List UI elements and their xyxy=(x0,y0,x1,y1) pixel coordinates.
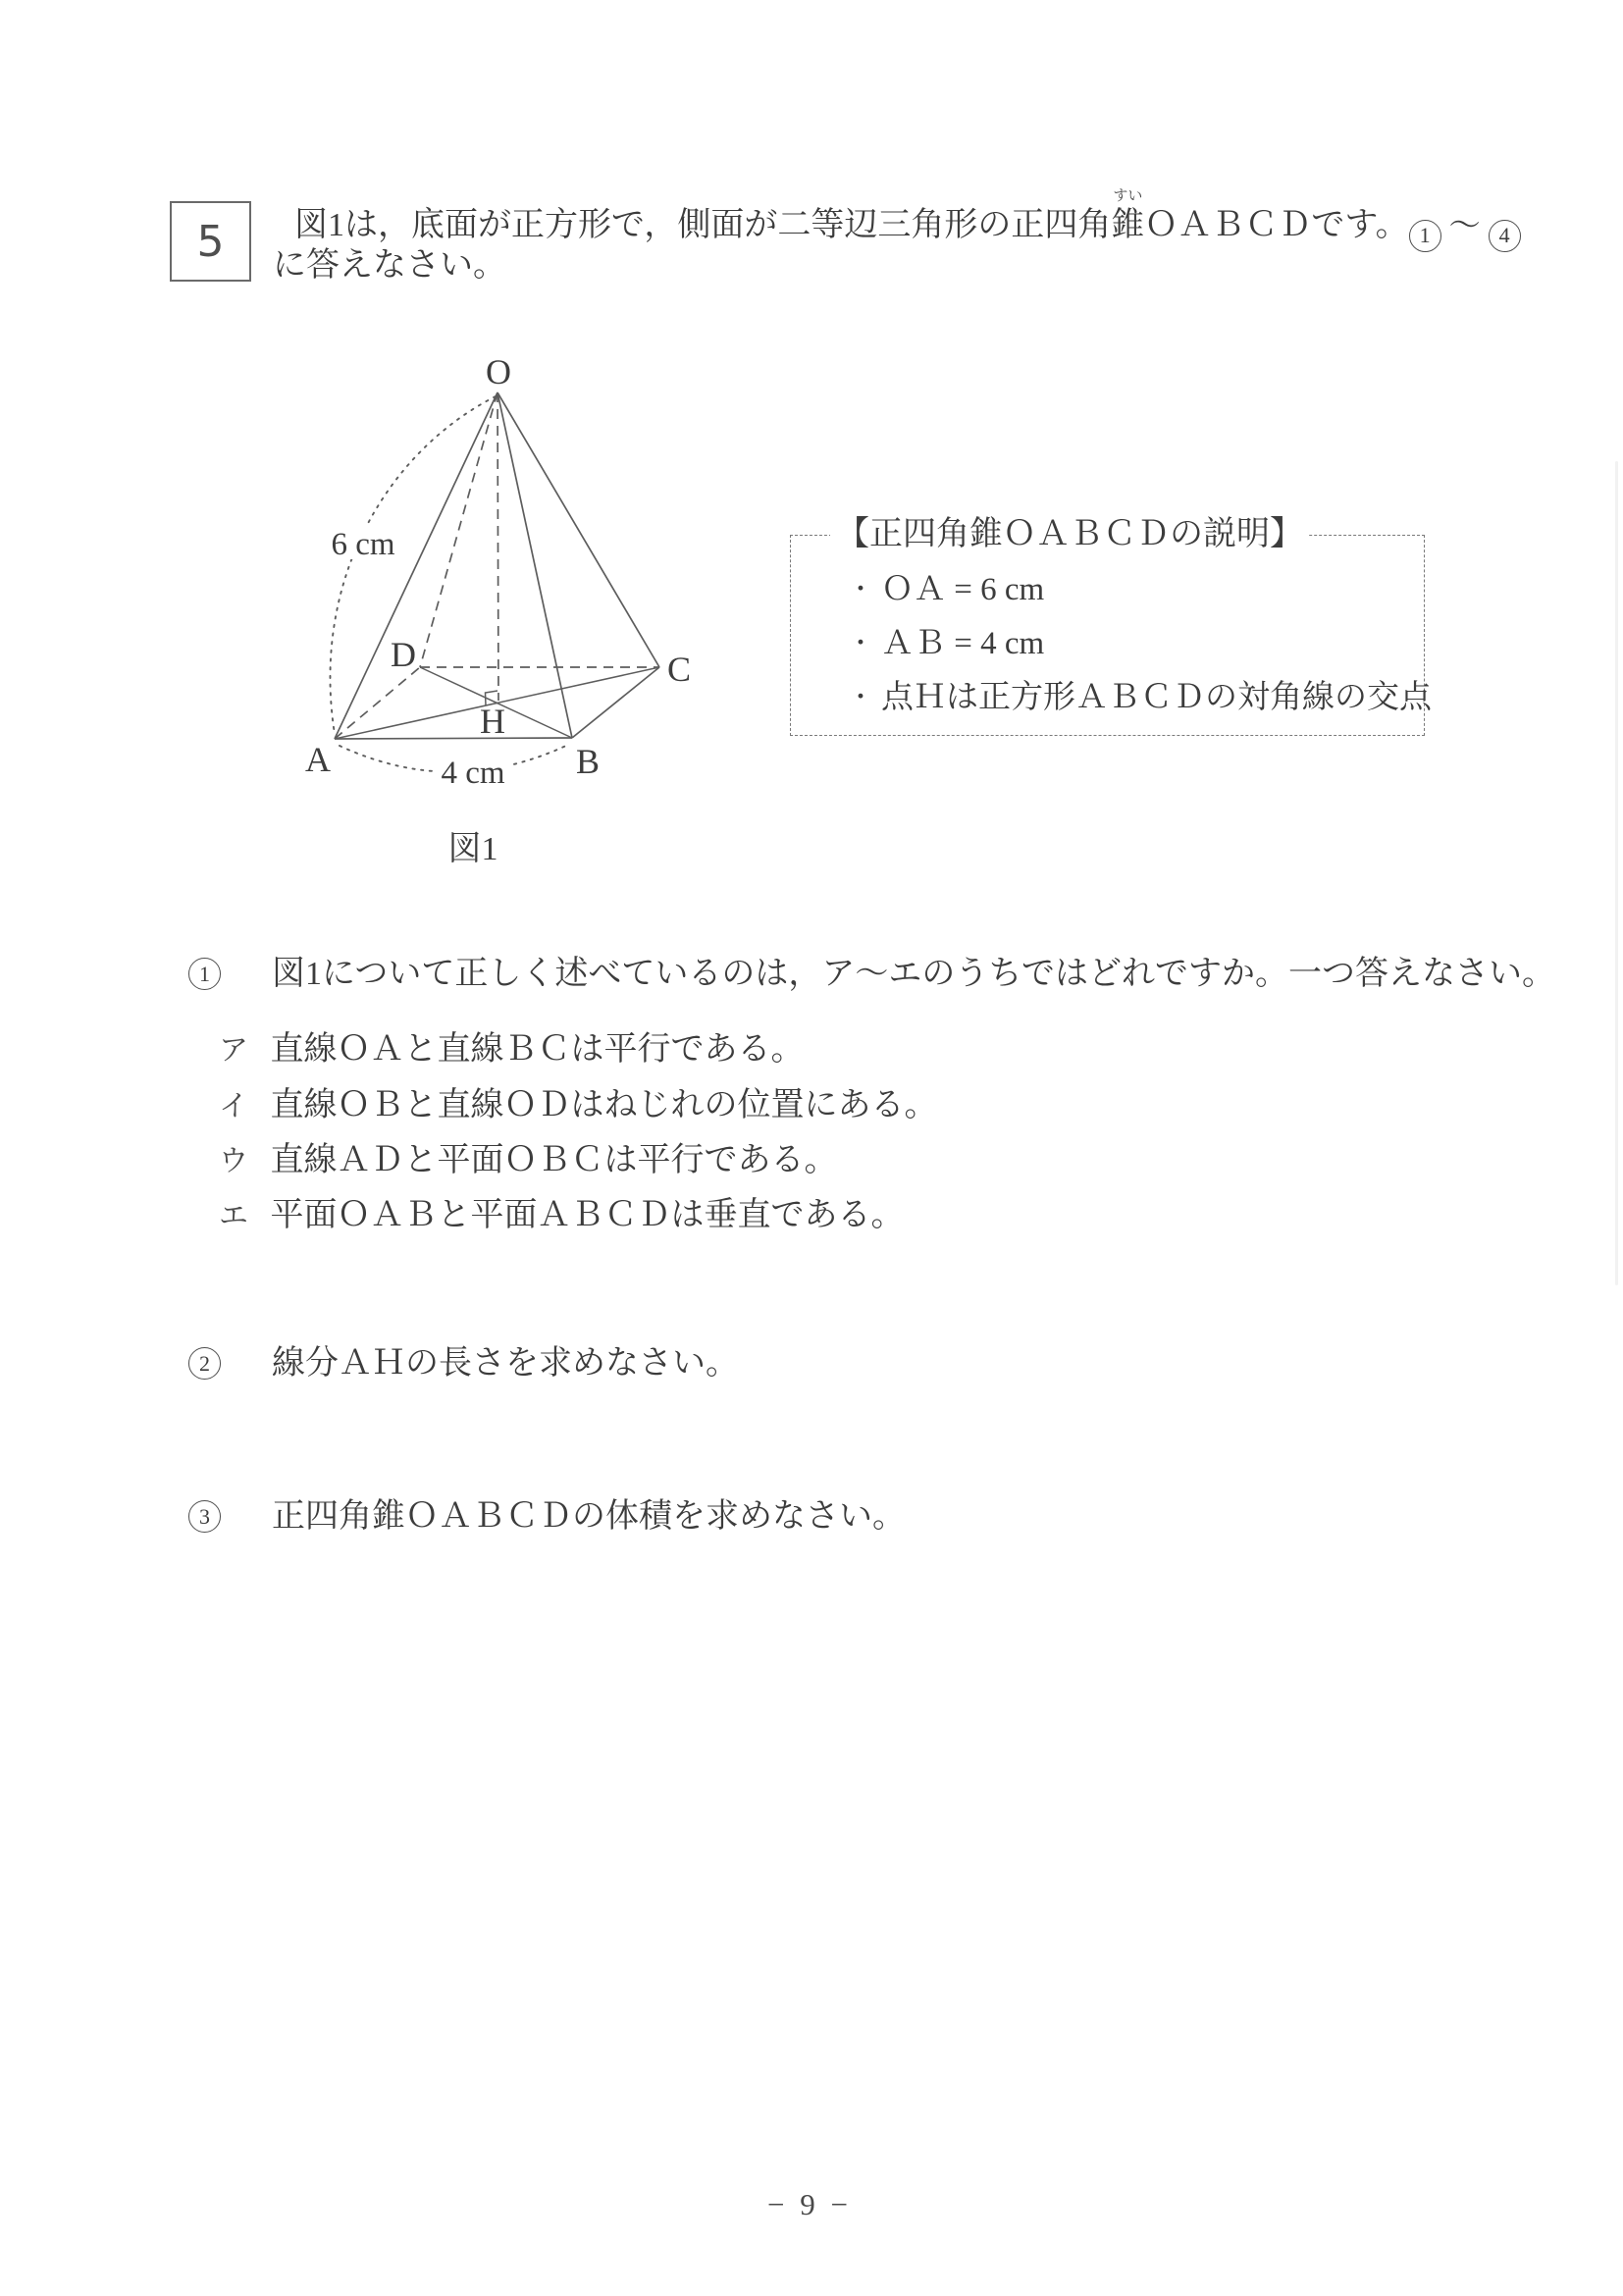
vertex-label-b: B xyxy=(575,742,601,781)
pyramid-figure xyxy=(226,343,775,873)
question2-text: 線分ＡＨの長さを求めなさい。 xyxy=(272,1345,739,1382)
dim-oa-label: 6 cm xyxy=(331,527,395,562)
vertex-label-a: A xyxy=(305,740,331,779)
scan-artifact xyxy=(1615,461,1618,1285)
option-u-label: ウ xyxy=(219,1144,248,1178)
edge-oa xyxy=(335,392,497,739)
circled-number-1: 1 xyxy=(1409,220,1441,252)
altitude-oh xyxy=(497,392,498,701)
problem-statement-line2: に答えなさい。 xyxy=(273,247,506,284)
option-i-text: 直線ＯＢと直線ＯＤはねじれの位置にある。 xyxy=(270,1087,938,1123)
kanji-sui-with-furigana xyxy=(1111,188,1145,245)
question1-number: 1 xyxy=(188,958,221,990)
dimension-arc-oa xyxy=(330,396,496,734)
vertex-label-c: C xyxy=(666,650,692,689)
info-box-item xyxy=(848,573,1432,606)
option-i xyxy=(219,1086,938,1126)
vertex-label-o: O xyxy=(486,352,511,391)
option-a-text: 直線ＯＡと直線ＢＣは平行である。 xyxy=(270,1031,805,1068)
option-a-label: ア xyxy=(219,1033,248,1068)
info-box-title: 【正四角錐ＯＡＢＣＤの説明】 xyxy=(830,515,1309,554)
info-box-item xyxy=(848,681,1432,714)
edge-ob xyxy=(497,392,572,738)
question1-text: 図1について正しく述べているのは，ア～エのうちではどれですか。一つ答えなさい。 xyxy=(272,956,1555,992)
edge-ad xyxy=(335,667,420,739)
edge-bc xyxy=(572,667,659,738)
edge-oc xyxy=(497,392,659,667)
question3-number: 3 xyxy=(188,1500,221,1533)
option-e-label: エ xyxy=(219,1199,248,1233)
option-u xyxy=(219,1141,838,1181)
edge-od xyxy=(420,392,497,667)
vertex-label-d: D xyxy=(391,635,416,674)
info-box-rows xyxy=(848,573,1432,735)
question3-text: 正四角錐ＯＡＢＣＤの体積を求めなさい。 xyxy=(272,1498,906,1535)
vertex-label-h: H xyxy=(480,702,505,741)
circled-number-4: 4 xyxy=(1489,220,1521,252)
option-u-text: 直線ＡＤと平面ＯＢＣは平行である。 xyxy=(270,1142,838,1178)
kanji-sui: 錐 xyxy=(1111,207,1145,243)
question2-number: 2 xyxy=(188,1347,221,1380)
info-item-h: 点Ｈは正方形ＡＢＣＤの対角線の交点 xyxy=(881,680,1433,715)
problem-number: 5 xyxy=(196,216,225,267)
info-box xyxy=(790,516,1433,736)
bullet-dot: ・ xyxy=(848,683,874,711)
option-e-text: 平面ＯＡＢと平面ＡＢＣＤは垂直である。 xyxy=(270,1197,905,1233)
range-tilde: ～ xyxy=(1448,207,1481,242)
statement-post: ＯＡＢＣＤです。 xyxy=(1144,207,1409,243)
dim-ab-label: 4 cm xyxy=(441,756,505,791)
statement-pre: 図1は，底面が正方形で，側面が二等辺三角形の正四角 xyxy=(294,207,1112,243)
option-e xyxy=(219,1196,905,1236)
info-item-oa: ＯＡ = 6 cm xyxy=(881,572,1045,607)
option-i-label: イ xyxy=(219,1089,248,1123)
bullet-dot: ・ xyxy=(848,575,874,603)
info-item-ab: ＡＢ = 4 cm xyxy=(881,626,1045,661)
figure-caption: 図1 xyxy=(447,831,498,867)
option-a xyxy=(219,1030,805,1070)
info-box-item xyxy=(848,627,1432,660)
edge-ab xyxy=(335,738,572,739)
furigana-sui: すい xyxy=(1113,188,1143,204)
page-number: − 9 − xyxy=(767,2187,852,2221)
problem-number-box xyxy=(170,201,251,282)
bullet-dot: ・ xyxy=(848,629,874,657)
